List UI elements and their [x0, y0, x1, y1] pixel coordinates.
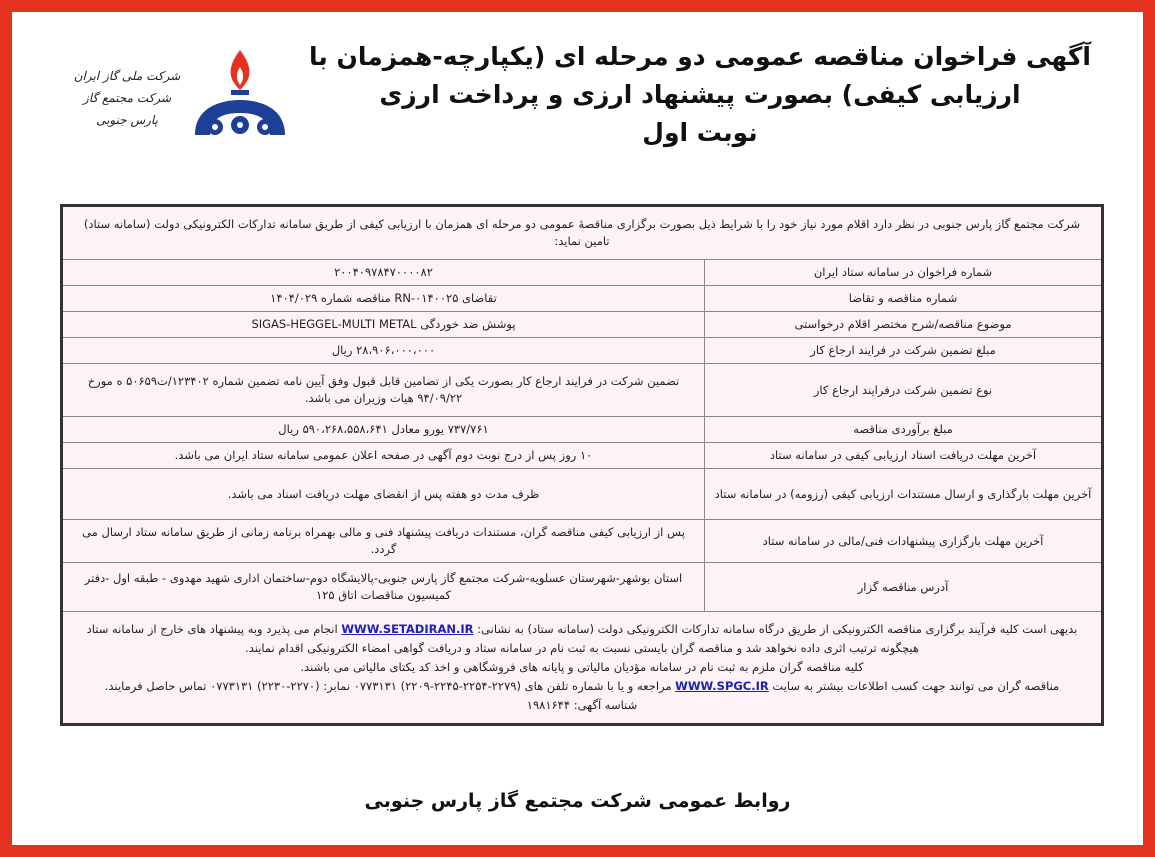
intro-text: شرکت مجتمع گاز پارس جنوبی در نظر دارد اقلام مورد نیاز خود را با شرایط ذیل بصورت برگزاری مناقصۀ عمومی دو مرحله ای همزمان با ارزیابی کیفی از طریق سامانه تدارکات الکترونیکی دولت (سامانه ستاد) تامین نماید:: [62, 206, 1103, 260]
title-text: آگهی فراخوان مناقصه عمومی دو مرحله ای (یکپارچه-همزمان با ارزیابی کیفی) بصورت پیشنهاد ارزی و پرداخت ارزی: [309, 42, 1091, 109]
ad-id: شناسه آگهی: ۱۹۸۱۶۴۴: [526, 698, 638, 712]
setadiran-link[interactable]: WWW.SETADIRAN.IR: [341, 622, 474, 636]
table-row: مبلغ تضمین شرکت در فرایند ارجاع کار ۲۸،۹۰۶،۰۰۰،۰۰۰ ریال: [62, 338, 1103, 364]
round-label: نوبت اول: [642, 118, 758, 147]
nigc-logo-icon: [185, 45, 295, 145]
table-row: مبلغ برآوردی مناقصه ۷۳۷/۷۶۱ یورو معادل ۵۹۰،۲۶۸،۵۵۸،۶۴۱ ریال: [62, 417, 1103, 443]
tender-table: [60, 204, 1104, 726]
table-row: آخرین مهلت بارگزاری پیشنهادات فنی/مالی در سامانه ستاد پس از ارزیابی کیفی مناقصه گران، مستندات دریافت پیشنهاد فنی و مالی بهمراه برنامه زمانی از طریق سامانه ستاد ارسال می گردد.: [62, 520, 1103, 563]
notes-section: بدیهی است کلیه فرآیند برگزاری مناقصه الکترونیکی از طریق درگاه سامانه تدارکات الکترونیکی دولت (سامانه ستاد) به نشانی: WWW.SETADIRAN.IR انجام می پذیرد وبه پیشنهاد های خارج از سامانه ستاد هیچگونه ترتیب اثری داده نخواهد شد و مناقصه گران بایستی نسبت به ثبت نام در سامانه ستاد و دریافت گواهی امضاء الکترونیکی اقدام نمایند. کلیه مناقصه گران ملزم به ثبت نام در سامانه مؤدیان مالیاتی و پایانه های فروشگاهی و اخذ کد یکتای مالیاتی می باشند. مناقصه گران می توانند جهت کسب اطلاعات بیشتر به سایت WWW.SPGC.IR مراجعه و یا با شماره تلفن های (۲۲۷۹-۲۲۵۴-۲۲۴۵-۲۲۰۹) ۰۷۷۳۱۳۱ نمابر: (۲۲۷۰-۲۲۳۰) ۰۷۷۳۱۳۱ تماس حاصل فرمایند. شناسه آگهی: ۱۹۸۱۶۴۴: [62, 612, 1103, 725]
company-logo-text: شرکت ملی گاز ایران شرکت مجتمع گاز پارس جنوبی: [73, 69, 181, 127]
table-row: آخرین مهلت دریافت اسناد ارزیابی کیفی در سامانه ستاد ۱۰ روز پس از درج نوبت دوم آگهی در صفحه اعلان عمومی سامانه ستاد ایران می باشد.: [62, 443, 1103, 469]
table-row: نوع تضمین شرکت درفرایند ارجاع کار تضمین شرکت در فرایند ارجاع کار بصورت یکی از تضامین قابل قبول وفق آیین نامه تضمین شماره ۱۲۳۴۰۲/ت۵۰۶۵۹ ه مورخ ۹۴/۰۹/۲۲ هیات وزیران می باشد.: [62, 364, 1103, 417]
footer-signature: روابط عمومی شرکت مجتمع گاز پارس جنوبی: [364, 790, 791, 812]
page-title: [300, 38, 1100, 152]
table-row: آدرس مناقصه گزار استان بوشهر-شهرستان عسلویه-شرکت مجتمع گاز پارس جنوبی-پالایشگاه دوم-ساختمان اداری شهید مهدوی - طبقه اول -دفتر کمیسیون مناقصات اتاق ۱۲۵: [62, 563, 1103, 612]
spgc-link[interactable]: WWW.SPGC.IR: [675, 679, 769, 693]
table-row: شماره فراخوان در سامانه ستاد ایران ۲۰۰۴۰۹۷۸۴۷۰۰۰۰۸۲: [62, 260, 1103, 286]
table-row: آخرین مهلت بارگذاری و ارسال مستندات ارزیابی کیفی (رزومه) در سامانه ستاد ظرف مدت دو هفته پس از انقضای مهلت دریافت اسناد می باشد.: [62, 469, 1103, 520]
table-row: موضوع مناقصه/شرح مختصر اقلام درخواستی پوشش ضد خوردگی SIGAS-HEGGEL-MULTI METAL: [62, 312, 1103, 338]
table-row: شماره مناقصه و تقاضا تقاضای RN-۰۱۴۰۰۲۵ مناقصه شماره ۱۴۰۴/۰۲۹: [62, 286, 1103, 312]
